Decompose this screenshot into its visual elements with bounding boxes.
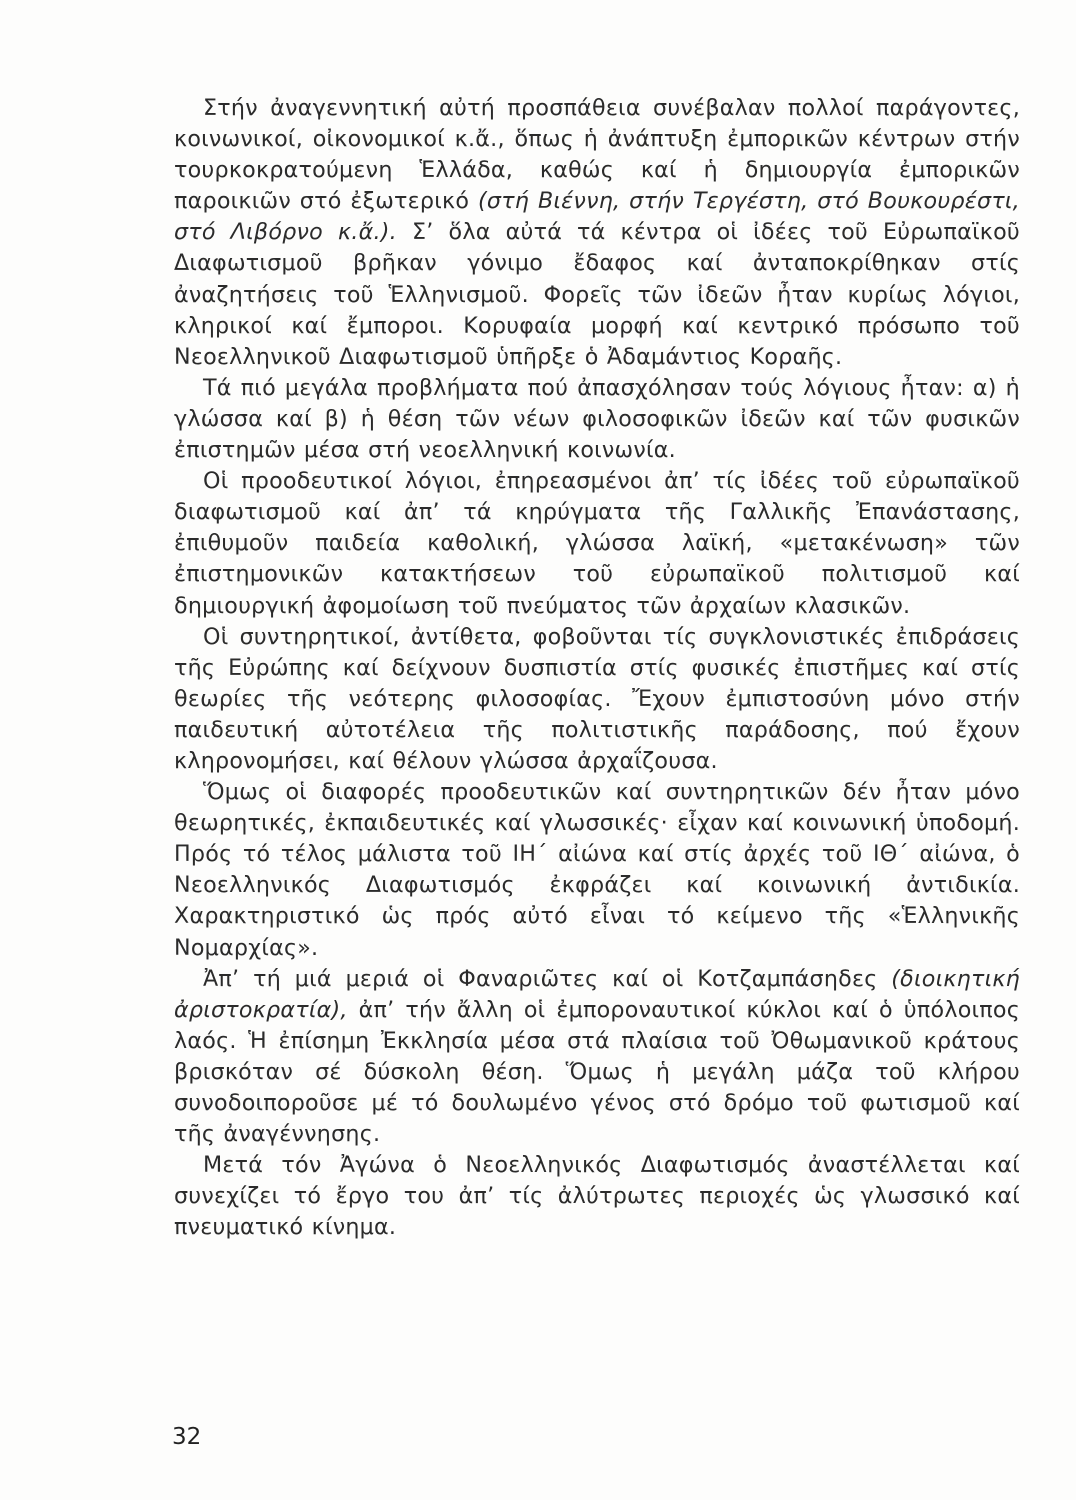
paragraph-2 — [174, 373, 1020, 466]
paragraph-text: Ὅμως οἱ διαφορές προοδευτικῶν καί συντηρητικῶν δέν ἦταν μόνο θεωρητικές, ἐκπαιδευτικές καί γλωσσικές· εἶχαν καί κοινωνική ὑποδομή. Πρός τό τέλος μάλιστα τοῦ ΙΗ΄ αἰώνα καί στίς ἀρχές τοῦ ΙΘ΄ αἰώνα, ὁ Νεοελληνικός Διαφωτισμός ἐκφράζει καί κοινωνική ἀντιδικία. Χαρακτηριστικό ὡς πρός αὐτό εἶναι τό κείμενο τῆς «Ἑλληνικῆς Νομαρχίας». — [174, 779, 1020, 961]
paragraph-5 — [174, 777, 1020, 964]
paragraph-1 — [174, 93, 1020, 373]
paragraph-text: Ἀπ’ τή μιά μεριά οἱ Φαναριῶτες καί οἱ Κοτζαμπάσηδες — [203, 965, 892, 992]
paragraph-italic-text: (στή Βιέννη, στήν Τεργέστη, στό Βουκουρέστι, στό Λιβόρνο κ.ἄ.). — [174, 188, 1020, 246]
paragraph-3 — [174, 466, 1020, 621]
paragraph-text: Οἱ συντηρητικοί, ἀντίθετα, φοβοῦνται τίς συγκλονιστικές ἐπιδράσεις τῆς Εὐρώπης καί δείχνουν δυσπιστία στίς φυσικές ἐπιστῆμες καί στίς θεωρίες τῆς νεότερης φιλοσοφίας. Ἔχουν ἐμπιστοσύνη μόνο στήν παιδευτική αὐτοτέλεια τῆς πολιτιστικῆς παράδοσης, πού ἔχουν κληρονομήσει, καί θέλουν γλώσσα ἀρχαΐζουσα. — [174, 623, 1020, 774]
page-number: 32 — [172, 1424, 202, 1450]
paragraph-6 — [174, 964, 1020, 1151]
paragraph-4 — [174, 622, 1020, 777]
paragraph-text: Σ’ ὅλα αὐτά τά κέντρα οἱ ἰδέες τοῦ Εὐρωπαϊκοῦ Διαφωτισμοῦ βρῆκαν γόνιμο ἔδαφος καί ἀνταποκρίθηκαν στίς ἀναζητήσεις τοῦ Ἑλληνισμοῦ. Φορεῖς τῶν ἰδεῶν ἦταν κυρίως λόγιοι, κληρικοί καί ἔμποροι. Κορυφαία μορφή καί κεντρικό πρόσωπο τοῦ Νεοελληνικοῦ Διαφωτισμοῦ ὑπῆρξε ὁ Ἀδαμάντιος Κοραῆς. — [174, 219, 1020, 370]
paragraph-text: ἀπ’ τήν ἄλλη οἱ ἐμποροναυτικοί κύκλοι καί ὁ ὑπόλοιπος λαός. Ἡ ἐπίσημη Ἐκκλησία μέσα στά πλαίσια τοῦ Ὀθωμανικοῦ κράτους βρισκόταν σέ δύσκολη θέση. Ὅμως ἡ μεγάλη μάζα τοῦ κλήρου συνοδοιποροῦσε μέ τό δουλωμένο γένος στό δρόμο τοῦ φωτισμοῦ καί τῆς ἀναγέννησης. — [174, 996, 1020, 1148]
paragraph-text: Τά πιό μεγάλα προβλήματα πού ἀπασχόλησαν τούς λόγιους ἦταν: α) ἡ γλώσσα καί β) ἡ θέση τῶν νέων φιλοσοφικῶν ἰδεῶν καί τῶν φυσικῶν ἐπιστημῶν μέσα στή νεοελληνική κοινωνία. — [174, 374, 1020, 464]
paragraph-7 — [174, 1150, 1020, 1243]
paragraph-italic-text: (διοικητική ἀριστοκρατία), — [174, 965, 1020, 1023]
paragraph-text: Στήν ἀναγεννητική αὐτή προσπάθεια συνέβαλαν πολλοί παράγοντες, κοινωνικοί, οἰκονομικοί κ.ἄ., ὅπως ἡ ἀνάπτυξη ἐμπορικῶν κέντρων στήν τουρκοκρατούμενη Ἑλλάδα, καθώς καί ἡ δημιουργία ἐμπορικῶν παροικιῶν στό ἐξωτερικό — [174, 95, 1020, 215]
body-text — [174, 93, 1020, 1243]
paragraph-text: Οἱ προοδευτικοί λόγιοι, ἐπηρεασμένοι ἀπ’ τίς ἰδέες τοῦ εὐρωπαϊκοῦ διαφωτισμοῦ καί ἀπ’ τά κηρύγματα τῆς Γαλλικῆς Ἐπανάστασης, ἐπιθυμοῦν παιδεία καθολική, γλώσσα λαϊκή, «μετακένωση» τῶν ἐπιστημονικῶν κατακτήσεων τοῦ εὐρωπαϊκοῦ πολιτισμοῦ καί δημιουργική ἀφομοίωση τοῦ πνεύματος τῶν ἀρχαίων κλασικῶν. — [174, 468, 1020, 619]
paragraph-text: Μετά τόν Ἀγώνα ὁ Νεοελληνικός Διαφωτισμός ἀναστέλλεται καί συνεχίζει τό ἔργο του ἀπ’ τίς ἀλύτρωτες περιοχές ὡς γλωσσικό καί πνευματικό κίνημα. — [174, 1152, 1020, 1241]
